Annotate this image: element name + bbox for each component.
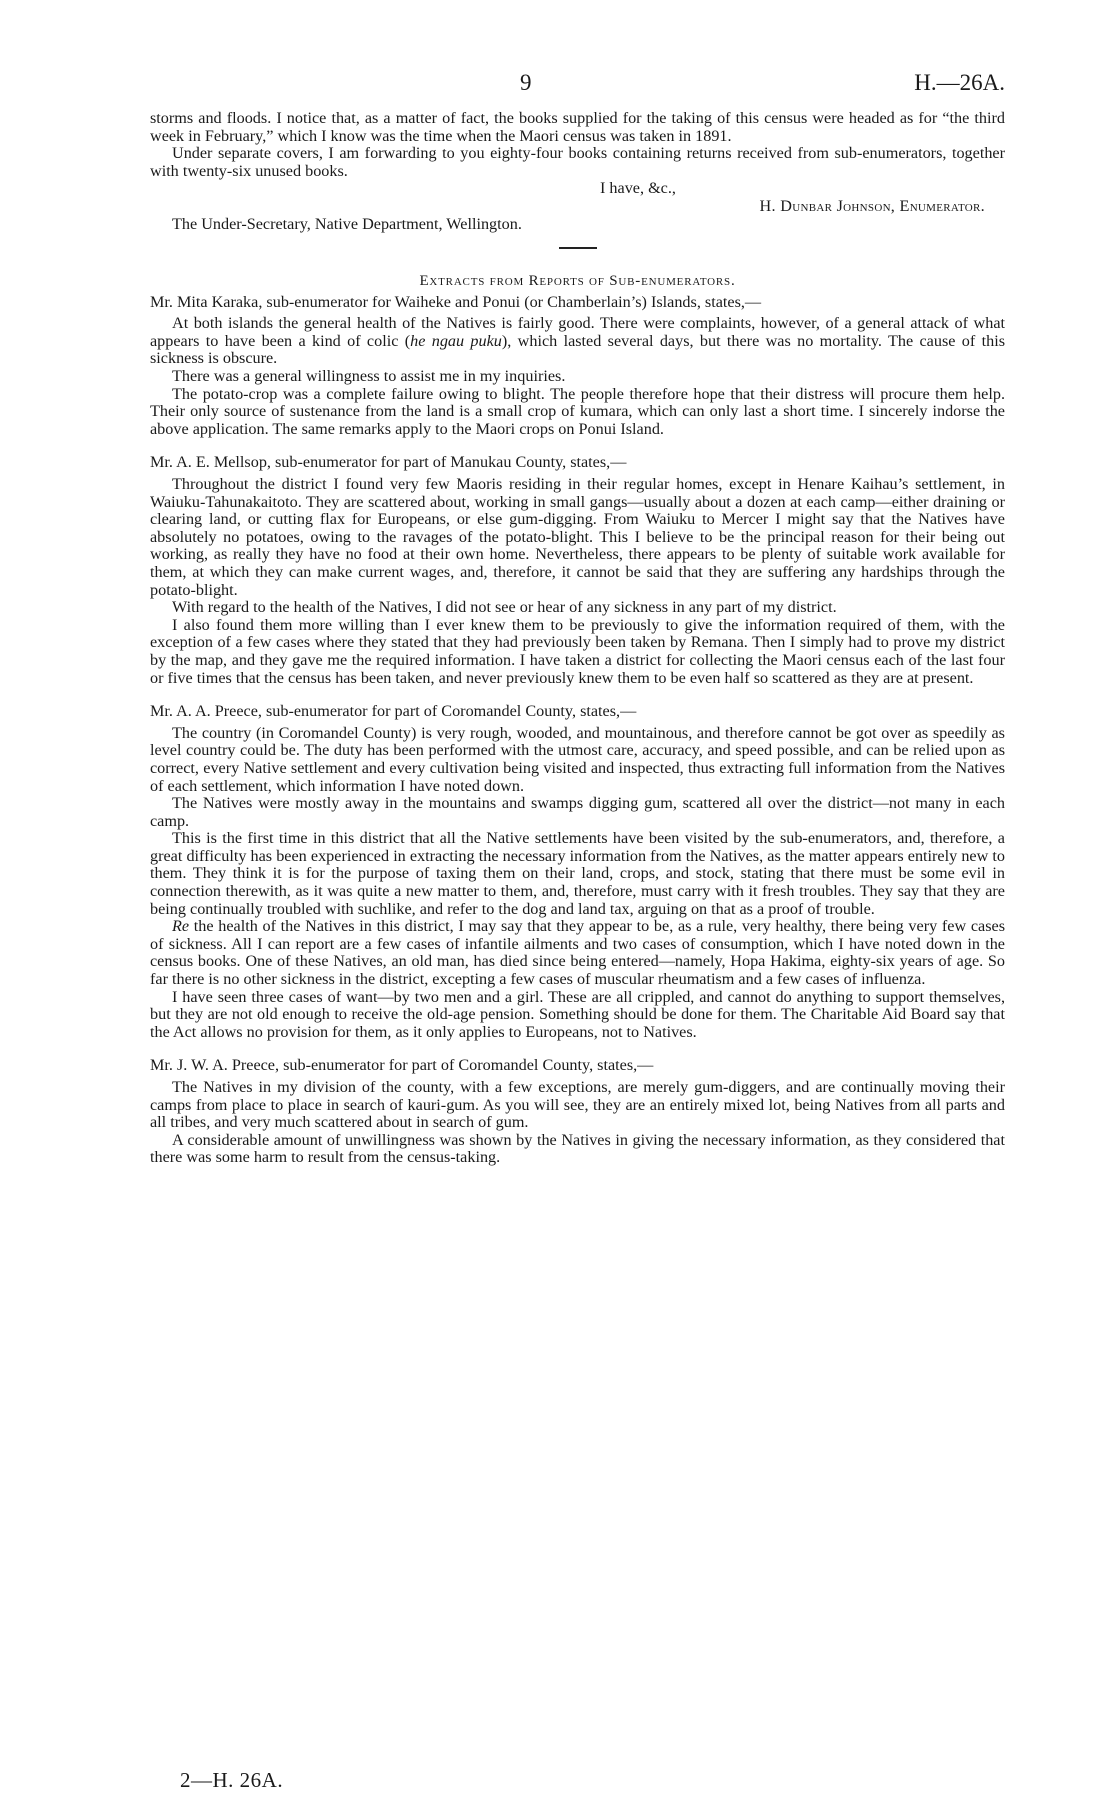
document-reference: H.—26A. [914,70,1005,95]
jwa-preece-paragraph: The Natives in my division of the county, with a few exceptions, are merely gum-diggers, and are continually moving their camps from place to place in search of kauri-gum. As you will see, they are an entirely mixed lot, being Natives from all parts and all tribes, and very much scattered about in search of gum. [150,1078,1005,1132]
jwa-preece-intro: Mr. J. W. A. Preece, sub-enumerator for part of Coromandel County, states,— [150,1056,654,1075]
opening-paragraph: storms and floods. I notice that, as a matter of fact, the books supplied for the taking of this census were headed as for “the third week in February,” which I know was the time when the Maori census was taken in 1891. [150,109,1005,145]
aa-preece-paragraph: I have seen three cases of want—by two men and a girl. These are all crippled, and cannot do anything to support themselves, but they are not old enough to receive the old-age pension. Something should be done for them. The Charitable Aid Board say that the Act allows no provision for them, as it only applies to Europeans, not to Natives. [150,987,1005,1041]
text-run: ), which lasted several days, but there was no mortality. The cause of this sickness is obscure. [150,331,1005,368]
jwa-preece-paragraph: A considerable amount of unwillingness was shown by the Natives in giving the necessary information, as they considered that there was some harm to result from the census-taking. [150,1130,1005,1167]
mellsop-paragraph: Throughout the district I found very few Maoris residing in their regular homes, except in Henare Kaihau’s settlement, in Waiuku-Tahunakaitoto. They are scattered about, working in small gangs—usually about a dozen at each camp—either draining or clearing land, or cutting flax for Europeans, or else gum-digging. From Waiuku to Mercer I might say that the Natives have absolutely no potatoes, owing to the ravages of the potato-blight. This I believe to be the principal reason for their being out working, as really they have no food at their own home. Nevertheless, there appears to be plenty of suitable work available for them, at which they can make current wages, and, therefore, it cannot be said that they are suffering any hardships through the potato-blight. [150,475,1005,599]
text-run: At both islands the general health of the Natives is fairly good. There were complaints, however, of a general attack of what appears to have been a kind of colic ( [150,314,1005,350]
aa-preece-paragraph: The country (in Coromandel County) is very rough, wooded, and mountainous, and therefore cannot be got over as speedily as level country could be. The duty has been performed with the utmost care, accuracy, and speed possible, and can be relied upon as correct, every Native settlement and every cultivation being visited and inspected, thus extracting full information from the Natives of each settlement, which information I have noted down. [150,723,1005,795]
mita-karaka-paragraph [150,315,1005,368]
signature-mark: 2—H. 26A. [180,1768,284,1792]
italic-term: Re [172,917,190,936]
aa-preece-intro: Mr. A. A. Preece, sub-enumerator for part of Coromandel County, states,— [150,702,637,721]
section-heading: Extracts from Reports of Sub-enumerators. [419,272,736,289]
letter-closing: I have, &c., [600,179,676,198]
mellsop-paragraph: I also found them more willing than I ever knew them to be previously to give the information required of them, with the exception of a few cases where they stated that they had previously been taken by Remana. Then I simply had to prove my district by the map, and they gave me the required information. I have taken a district for collecting the Maori census each of the last four or five times that the census has been taken, and never previously knew them to be even half so scattered as they are at present. [150,615,1005,687]
italic-term: he ngau puku [410,331,502,350]
page-header [150,70,1005,110]
mita-karaka-paragraph: The potato-crop was a complete failure owing to blight. The people therefore hope that their distress will procure them help. Their only source of sustenance from the land is a small crop of kumara, which can only last a short time. I sincerely indorse the above application. The same remarks apply to the Maori crops on Ponui Island. [150,384,1005,438]
page-number: 9 [520,70,532,95]
section-divider [559,247,597,249]
page [150,70,1005,1167]
mellsop-paragraph: With regard to the health of the Natives, I did not see or hear of any sickness in any part of my district. [172,598,837,617]
letter-signature: H. Dunbar Johnson, Enumerator. [759,196,985,215]
forwarding-paragraph: Under separate covers, I am forwarding to you eighty-four books containing returns received from sub-enumerators, together with twenty-six unused books. [150,144,1005,180]
mellsop-intro: Mr. A. E. Mellsop, sub-enumerator for part of Manukau County, states,— [150,453,627,472]
aa-preece-paragraph [150,918,1005,988]
aa-preece-paragraph: The Natives were mostly away in the mountains and swamps digging gum, scattered all over the district—not many in each camp. [150,794,1005,830]
letter-addressee: The Under-Secretary, Native Department, Wellington. [172,214,522,233]
aa-preece-paragraph: This is the first time in this district that all the Native settlements have been visited by the sub-enumerators, and, therefore, a great difficulty has been experienced in extracting the necessary information from the Natives, as the matter appears entirely new to them. They think it is for the purpose of taxing them on their land, crops, and stock, stating that there must be some evil in connection therewith, as it was quite a new matter to them, and, therefore, must carry with it fresh troubles. They say that they are being continually troubled with suchlike, and refer to the dog and land tax, arguing on that as a proof of trouble. [150,829,1005,918]
mita-karaka-paragraph: There was a general willingness to assist me in my inquiries. [172,367,566,386]
mita-karaka-intro: Mr. Mita Karaka, sub-enumerator for Waiheke and Ponui (or Chamberlain’s) Islands, states,— [150,292,762,311]
text-run: the health of the Natives in this district, I may say that they appear to be, as a rule, very healthy, there being very few cases of sickness. All I can report are a few cases of infantile ailments and two cases of consumption, which I have noted down in the census books. One of these Natives, an old man, has died since being entered—namely, Hopa Hakima, eighty-six years of age. So far there is no other sickness in the district, excepting a few cases of muscular rheumatism and a few cases of influenza. [150,917,1005,989]
